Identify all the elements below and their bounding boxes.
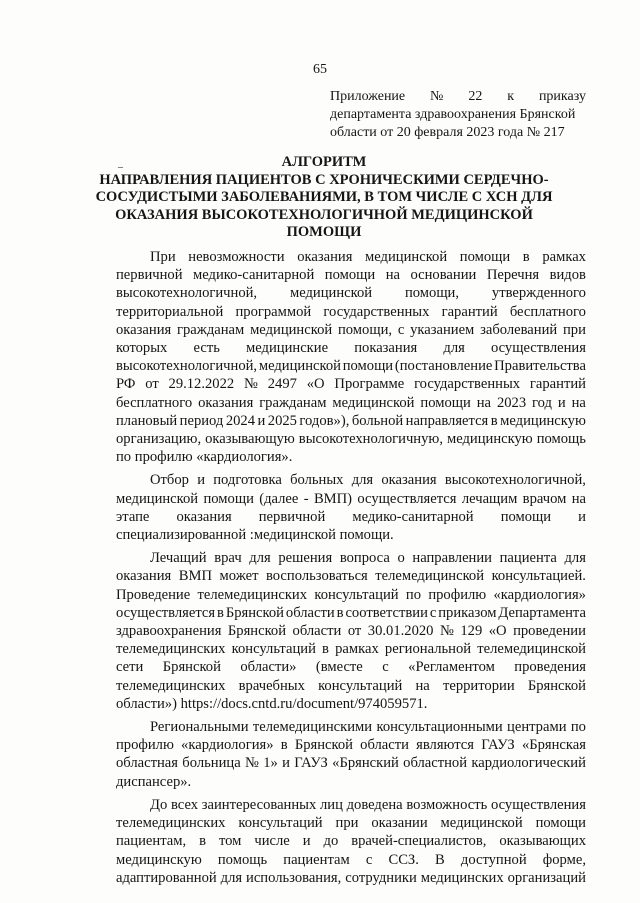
paragraph — [116, 718, 586, 791]
document-title — [84, 154, 564, 242]
title-line: ПОМОЩИ — [286, 224, 362, 240]
paragraph — [116, 796, 586, 887]
text-line: медицинской помощи (далее - ВМП) осуществляется лечащим врачом на — [116, 490, 586, 507]
text-line: оказания гражданам медицинской помощи, с указанием заболеваний при — [116, 321, 586, 338]
text-line: телемедицинских врачебных консультаций на территории Брянской — [116, 677, 586, 694]
paragraph — [116, 549, 586, 713]
text-line: Региональными телемедицинскими консультационными центрами по — [150, 719, 586, 736]
title-line: СОСУДИСТЫМИ ЗАБОЛЕВАНИЯМИ, В ТОМ ЧИСЛЕ С ХСН ДЛЯ — [95, 189, 553, 205]
text-line: плановый период 2024 и 2025 годов»), больной направляется в медицинскую — [116, 412, 586, 429]
text-line: областная больница № 1» и ГАУЗ «Брянский областной кардиологический — [116, 755, 586, 772]
text-line: здравоохранения Брянской области от 30.01.2020 № 129 «О проведении — [116, 623, 586, 640]
text-line: высокотехнологичной, медицинской помощи (постановление Правительства — [116, 358, 586, 375]
text-line: профилю «кардиология» в Брянской области являются ГАУЗ «Брянская — [116, 737, 586, 754]
appendix-note — [330, 88, 586, 142]
text-line: РФ от 29.12.2022 № 2497 «О Программе государственных гарантий — [116, 376, 586, 393]
title-line: АЛГОРИТМ — [281, 154, 367, 170]
text-line: диспансер». — [116, 773, 192, 790]
appendix-line-3: области от 20 февраля 2023 года № 217 — [330, 125, 565, 140]
appendix-word: 22 — [468, 89, 483, 104]
text-line: бесплатного оказания гражданам медицинской помощи на 2023 год и на — [116, 394, 586, 411]
text-line: области») https://docs.cntd.ru/document/974059571. — [116, 695, 428, 712]
text-line: высокотехнологичной, медицинской помощи, утвержденного — [116, 285, 586, 302]
text-line: оказания ВМП может воспользоваться телемедицинской консультацией. — [116, 568, 586, 585]
scan-mark: _ — [118, 158, 123, 169]
text-line: адаптированной для использования, сотрудники медицинских организаций — [116, 869, 586, 886]
text-line: первичной медико-санитарной помощи на основании Перечня видов — [116, 267, 586, 284]
paragraph — [116, 471, 586, 544]
title-line: ОКАЗАНИЯ ВЫСОКОТЕХНОЛОГИЧНОЙ МЕДИЦИНСКОЙ — [115, 206, 533, 223]
appendix-word: Приложение — [330, 89, 406, 104]
text-line: по профилю «кардиология». — [116, 449, 293, 466]
page-number: 65 — [313, 62, 327, 77]
text-line: До всех заинтересованных лиц доведена возможность осуществления — [150, 796, 586, 813]
appendix-line-1 — [330, 88, 586, 106]
text-line: организацию, оказывающую высокотехнологичную, медицинскую помощь — [116, 431, 586, 448]
document-body — [116, 248, 586, 892]
appendix-word: № — [430, 89, 444, 104]
text-line: телемедицинских консультаций в рамках региональной телемедицинской — [116, 641, 586, 658]
appendix-word: к — [507, 89, 515, 104]
text-line: сети Брянской области» (вместе с «Регламентом проведения — [116, 659, 586, 676]
text-line: осуществляется в Брянской области в соответствии с приказом Департамента — [116, 604, 586, 621]
text-line: которых есть медицинские показания для осуществления — [116, 340, 586, 357]
text-line: территориальной программой государственных гарантий бесплатного — [116, 303, 586, 320]
title-line: НАПРАВЛЕНИЯ ПАЦИЕНТОВ С ХРОНИЧЕСКИМИ СЕРДЕЧНО- — [99, 171, 549, 188]
text-line: Отбор и подготовка больных для оказания высокотехнологичной, — [150, 472, 586, 489]
paragraph — [116, 248, 586, 466]
text-line: специализированной :медицинской помощи. — [116, 527, 394, 544]
text-line: телемедицинских консультаций при оказании медицинской помощи — [116, 815, 586, 832]
text-line: этапе оказания первичной медико-санитарной помощи и — [116, 508, 586, 525]
text-line: медицинскую помощь пациентам с ССЗ. В доступной форме, — [116, 851, 586, 868]
appendix-word: приказу — [538, 89, 586, 104]
text-line: пациентам, в том числе и до врачей-специалистов, оказывающих — [116, 833, 586, 850]
text-line: Лечащий врач для решения вопроса о направлении пациента для — [150, 550, 586, 567]
appendix-line-2: департамента здравоохранения Брянской — [330, 107, 576, 122]
text-line: Проведение телемедицинских консультаций по профилю «кардиология» — [116, 586, 586, 603]
text-line: При невозможности оказания медицинской помощи в рамках — [150, 249, 586, 265]
